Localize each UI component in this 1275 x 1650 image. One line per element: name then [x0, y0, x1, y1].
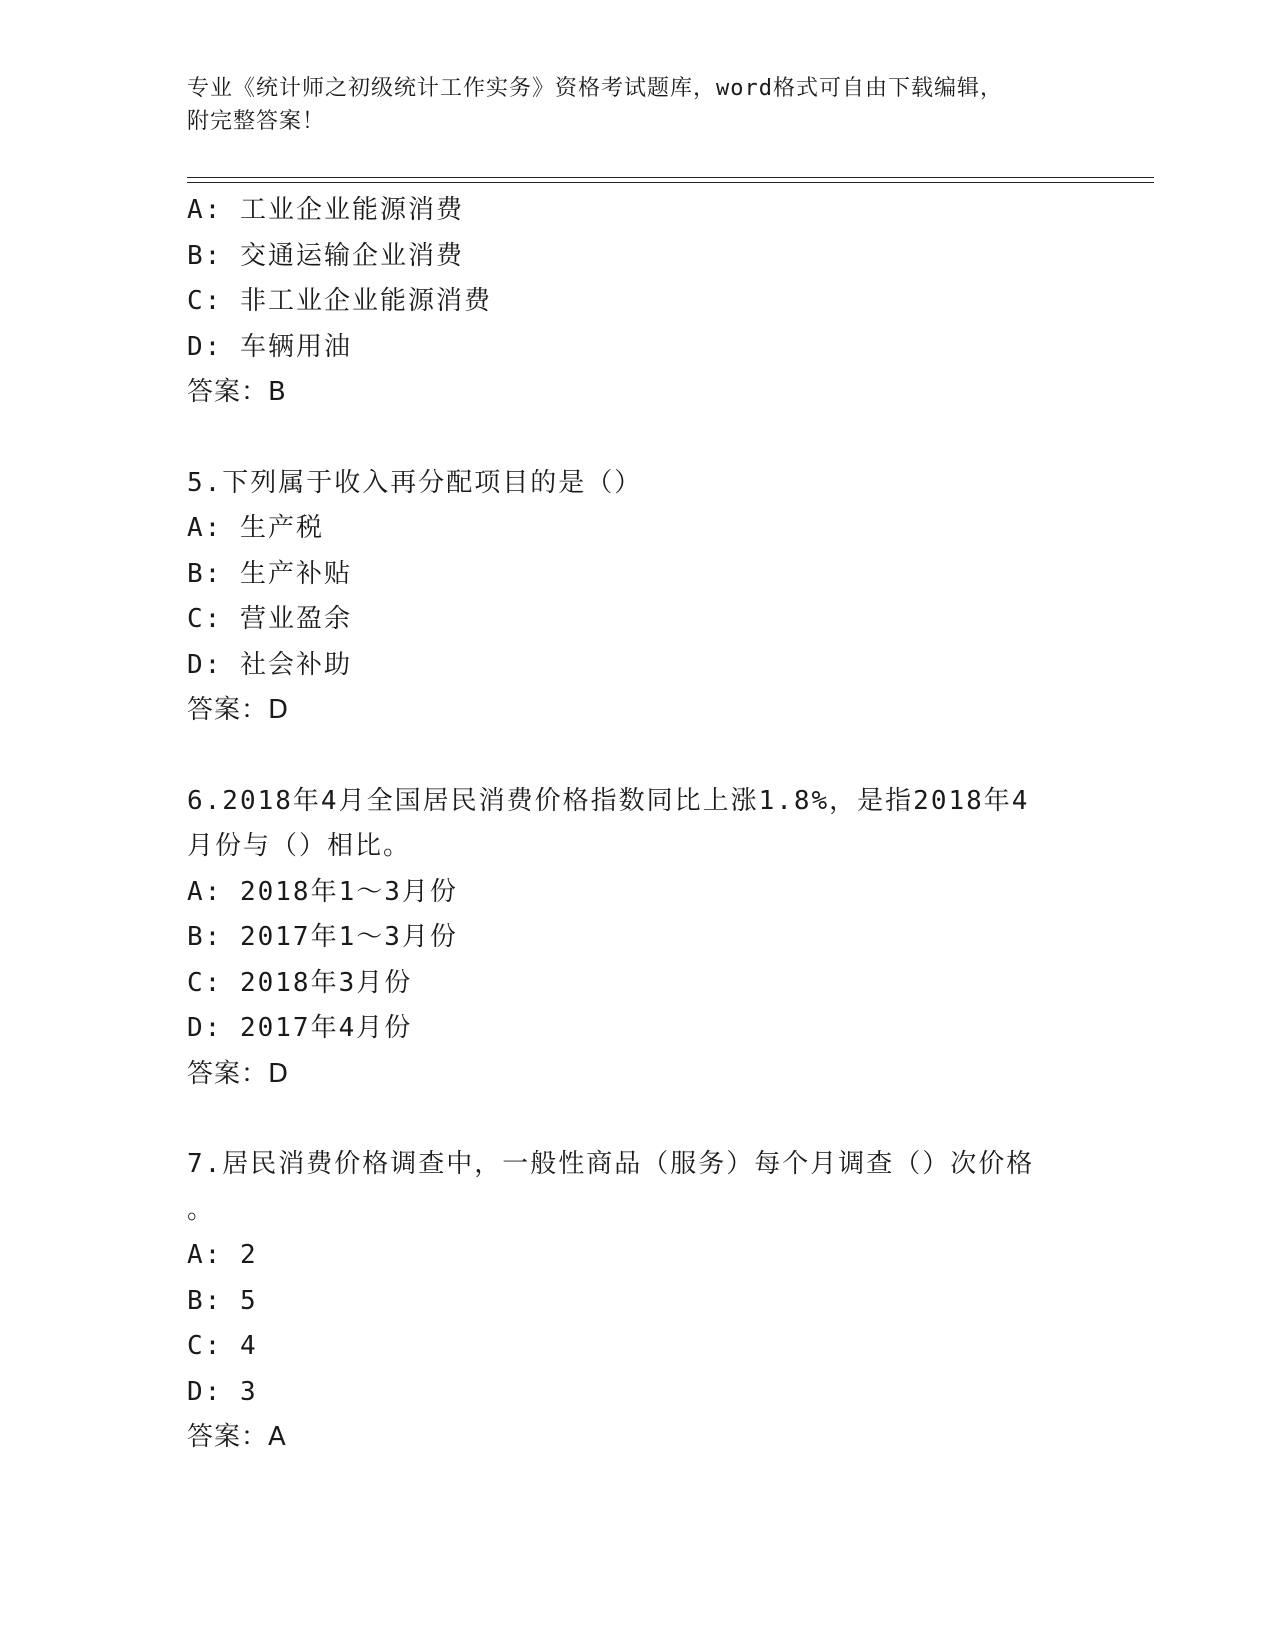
- answer: 答案：A: [187, 1422, 287, 1452]
- question-4: [187, 188, 1087, 416]
- option-d: D: 3: [187, 1376, 258, 1407]
- header-line-2: 附完整答案！: [187, 109, 326, 134]
- question-title-line-1: 7.居民消费价格调查中，一般性商品（服务）每个月调查（）次价格: [187, 1149, 1035, 1179]
- question-title-line-2: 月份与（）相比。: [187, 831, 412, 861]
- option-c: C: 2018年3月份: [187, 967, 413, 998]
- option-c: C: 4: [187, 1331, 258, 1361]
- option-b: B: 2017年1～3月份: [187, 922, 458, 952]
- option-d: D: 车辆用油: [187, 331, 352, 362]
- option-d: D: 2017年4月份: [187, 1013, 413, 1043]
- question-7: [187, 1142, 1087, 1461]
- question-title-line-1: 6.2018年4月全国居民消费价格指数同比上涨1.8%，是指2018年4: [187, 785, 1030, 816]
- option-a: A: 2018年1～3月份: [187, 876, 458, 907]
- option-b: B: 5: [187, 1285, 258, 1316]
- option-a: A: 生产税: [187, 513, 324, 543]
- option-b: B: 生产补贴: [187, 558, 352, 589]
- option-a: A: 2: [187, 1240, 258, 1270]
- question-list: [187, 188, 1087, 1461]
- document-header: [187, 72, 1087, 138]
- header-divider-top: [187, 177, 1154, 178]
- option-a: A: 工业企业能源消费: [187, 195, 464, 225]
- option-c: C: 营业盈余: [187, 604, 352, 634]
- question-5: [187, 461, 1087, 734]
- answer: 答案：B: [187, 377, 287, 407]
- answer: 答案：D: [187, 1058, 290, 1089]
- header-line-1: 专业《统计师之初级统计工作实务》资格考试题库，word格式可自由下载编辑，: [187, 76, 1003, 101]
- answer: 答案：D: [187, 695, 290, 725]
- option-c: C: 非工业企业能源消费: [187, 286, 492, 316]
- option-b: B: 交通运输企业消费: [187, 240, 464, 271]
- question-title: 5.下列属于收入再分配项目的是（）: [187, 467, 643, 498]
- option-d: D: 社会补助: [187, 649, 352, 680]
- header-divider-bottom: [187, 182, 1154, 183]
- question-title-line-2: 。: [187, 1194, 216, 1225]
- question-6: [187, 779, 1087, 1098]
